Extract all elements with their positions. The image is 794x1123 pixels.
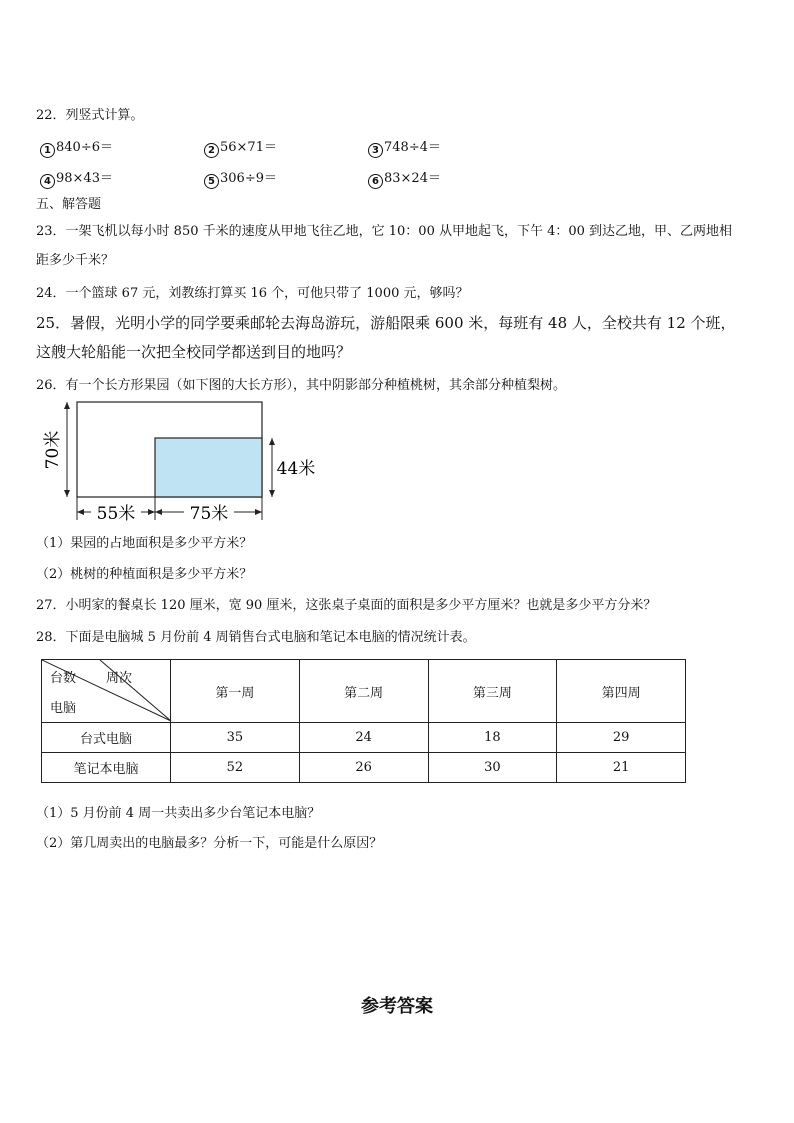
arrow-head [64,490,70,497]
arrow-head [148,509,155,515]
week-header: 第二周 [299,660,428,723]
corner-label-count: 台数 [50,671,77,686]
q26-sub1: （1）果园的占地面积是多少平方米？ [36,536,253,551]
height-label: 70米 [43,430,63,470]
arrow-head [269,490,275,497]
q26-title: 26．有一个长方形果园（如下图的大长方形），其中阴影部分种植桃树，其余部分种植梨树。 [36,378,567,393]
arrow-head [64,402,70,409]
table-cell: 35 [171,723,300,753]
q28-title: 28．下面是电脑城 5 月份前 4 周销售台式电脑和笔记本电脑的情况统计表。 [36,630,476,645]
table-cell: 26 [299,753,428,783]
table-header-row [42,660,686,723]
table-cell: 52 [171,753,300,783]
circled-number-1: 1 [40,143,55,158]
q25-line1: 25．暑假，光明小学的同学要乘邮轮去海岛游玩，游船限乘 600 米，每班有 48 人，全校共有 12 个班， [36,314,736,332]
section-heading: 五、解答题 [36,197,102,212]
calc-item-2 [204,136,277,158]
arrow-head [255,509,262,515]
inner-width-label: 75米 [189,504,229,524]
circled-number-3: 3 [368,143,383,158]
calc-item-5 [204,167,277,189]
table-corner-cell [42,660,171,723]
q23-line2: 距多少千米？ [36,253,115,268]
corner-label-week: 周次 [106,671,133,686]
orchard-diagram [36,396,336,528]
table-cell: 30 [428,753,557,783]
q23-line1: 23．一架飞机以每小时 850 千米的速度从甲地飞往乙地，它 10：00 从甲地起飞，下午 4：00 到达乙地，甲、乙两地相 [36,224,733,239]
circled-number-6: 6 [368,174,383,189]
row-label: 台式电脑 [42,723,171,753]
q25-line2: 这艘大轮船能一次把全校同学都送到目的地吗？ [36,343,352,361]
table-cell: 24 [299,723,428,753]
arrow-head [77,509,84,515]
table-cell: 21 [557,753,686,783]
peach-area-shaded-rect [155,438,262,497]
answers-title: 参考答案 [361,996,433,1017]
calc-expression: 306÷9＝ [220,171,277,186]
circled-number-2: 2 [204,143,219,158]
q26-sub2: （2）桃树的种植面积是多少平方米？ [36,567,253,582]
calc-expression: 98×43＝ [56,171,113,186]
table-row [42,753,686,783]
calc-item-3 [368,136,441,158]
row-label: 笔记本电脑 [42,753,171,783]
q28-sub1: （1）5 月份前 4 周一共卖出多少台笔记本电脑？ [36,806,321,821]
arrow-head [155,509,162,515]
table-cell: 29 [557,723,686,753]
calc-expression: 83×24＝ [384,171,441,186]
q24-text: 24．一个篮球 67 元，刘教练打算买 16 个，可他只带了 1000 元，够吗？ [36,286,469,301]
week-header: 第三周 [428,660,557,723]
calc-expression: 748÷4＝ [384,140,441,155]
corner-label-computer: 电脑 [50,701,77,716]
circled-number-4: 4 [40,174,55,189]
left-width-label: 55米 [96,504,136,524]
q22-title: 22．列竖式计算。 [36,108,144,123]
calc-item-1 [40,136,113,158]
inner-height-label: 44米 [276,459,316,479]
circled-number-5: 5 [204,174,219,189]
calc-item-4 [40,167,113,189]
table-cell: 18 [428,723,557,753]
arrow-head [269,438,275,445]
week-header: 第一周 [171,660,300,723]
sales-stats-table [41,659,686,783]
table-row [42,723,686,753]
week-header: 第四周 [557,660,686,723]
q27-text: 27．小明家的餐桌长 120 厘米，宽 90 厘米，这张桌子桌面的面积是多少平方厘米？也就是多少平方分米？ [36,598,657,613]
q28-sub2: （2）第几周卖出的电脑最多？分析一下，可能是什么原因？ [36,836,383,851]
calc-expression: 56×71＝ [220,140,277,155]
calc-expression: 840÷6＝ [56,140,113,155]
calc-item-6 [368,167,441,189]
